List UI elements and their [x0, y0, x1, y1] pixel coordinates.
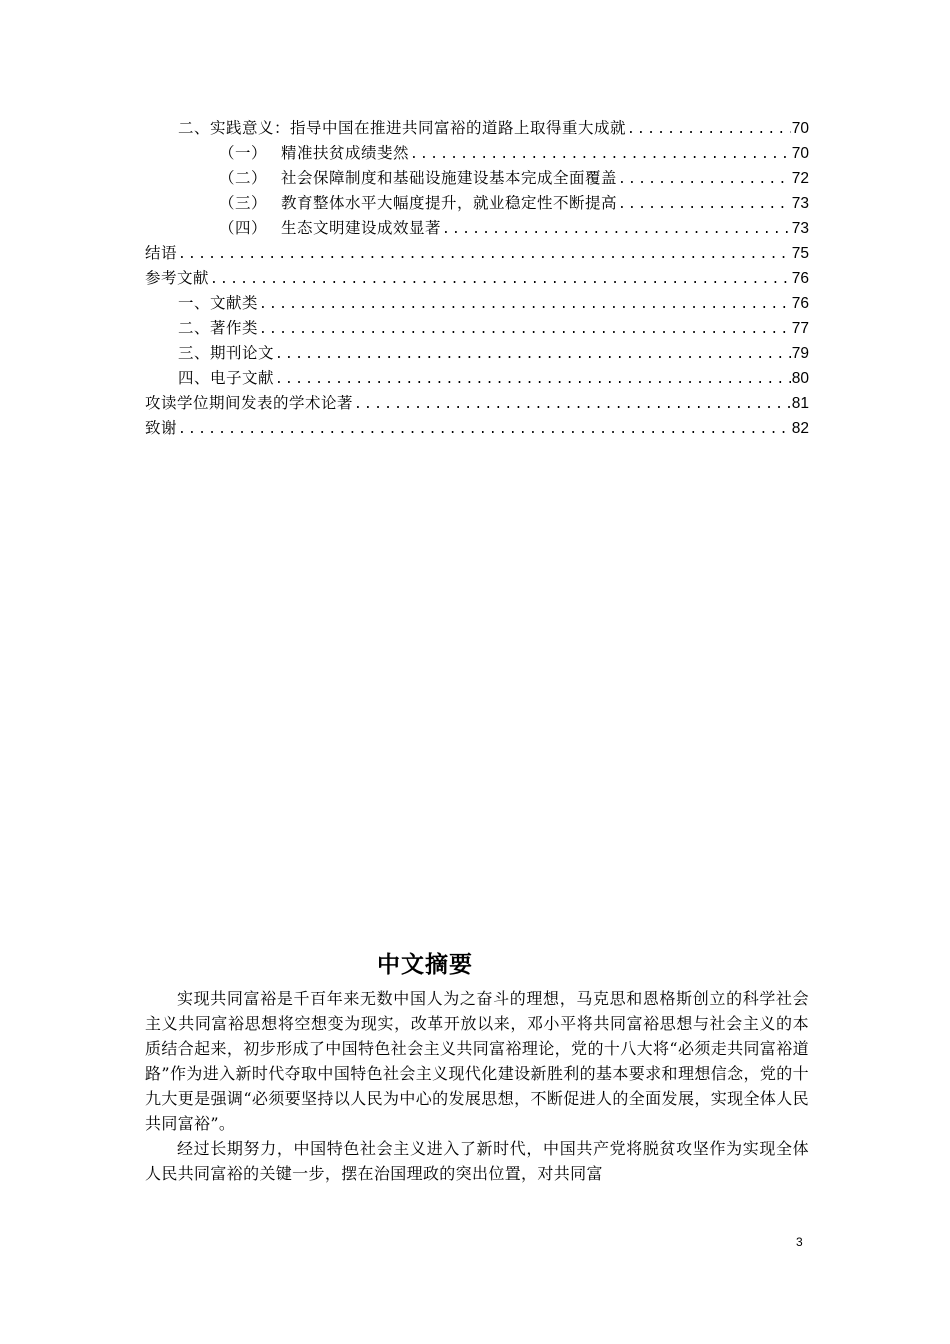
toc-leader-dots	[354, 392, 791, 417]
toc-entry-number: （二）	[219, 169, 268, 187]
toc-entry-title: 精准扶贫成绩斐然	[281, 144, 410, 162]
toc-entry-title: 社会保障制度和基础设施建设基本完成全面覆盖	[281, 169, 618, 187]
toc-entry-page: 76	[791, 270, 809, 287]
toc-entry-title: 二、著作类	[178, 319, 259, 337]
toc-entry[interactable]	[145, 266, 809, 291]
toc-leader-dots	[275, 367, 791, 392]
toc-entry-title: 致谢	[145, 419, 178, 437]
toc-leader-dots	[442, 217, 791, 242]
abstract-paragraph: 经过长期努力，中国特色社会主义进入了新时代，中国共产党将脱贫攻坚作为实现全体人民共同富裕的关键一步，摆在治国理政的突出位置，对共同富	[145, 1139, 809, 1183]
toc-entry[interactable]	[145, 291, 809, 316]
toc-entry[interactable]	[145, 341, 809, 366]
toc-entry[interactable]	[145, 241, 809, 266]
toc-entry-title: 参考文献	[145, 269, 210, 287]
toc-entry-title: 四、电子文献	[178, 369, 275, 387]
toc-entry-title: 二、实践意义：指导中国在推进共同富裕的道路上取得重大成就	[178, 119, 627, 137]
toc-entry-label	[219, 216, 441, 241]
toc-entry[interactable]	[145, 416, 809, 441]
toc-leader-dots	[210, 267, 791, 292]
toc-entry-page: 70	[791, 145, 809, 162]
toc-leader-dots	[259, 317, 791, 342]
toc-entry-page: 82	[791, 420, 809, 437]
toc-leader-dots	[410, 142, 791, 167]
toc-entry-page: 79	[791, 345, 809, 362]
toc-entry-title: 一、文献类	[178, 294, 259, 312]
toc-entry-page: 76	[791, 295, 809, 312]
toc-entry-label	[219, 141, 409, 166]
toc-entry-page: 73	[791, 220, 809, 237]
toc-leader-dots	[275, 342, 791, 367]
toc-entry-page: 75	[791, 245, 809, 262]
toc-entry-page: 72	[791, 170, 809, 187]
toc-entry[interactable]	[145, 391, 809, 416]
abstract-paragraph: 实现共同富裕是千百年来无数中国人为之奋斗的理想，马克思和恩格斯创立的科学社会主义共同富裕思想将空想变为现实，改革开放以来，邓小平将共同富裕思想与社会主义的本质结合起来，初步形成了中国特色社会主义共同富裕理论，党的十八大将“必须走共同富裕道路”作为进入新时代夺取中国特色社会主义现代化建设新胜利的基本要求和理想信念，党的十九大更是强调“必须要坚持以人民为中心的发展思想，不断促进人的全面发展，实现全体人民共同富裕”。	[145, 989, 809, 1133]
abstract-heading: 中文摘要	[377, 952, 473, 978]
toc-entry-title: 生态文明建设成效显著	[281, 219, 442, 237]
toc-entry-number: （四）	[219, 219, 268, 237]
toc-leader-dots	[618, 192, 791, 217]
toc-entry[interactable]	[145, 116, 809, 141]
toc-leader-dots	[259, 292, 791, 317]
toc-entry[interactable]	[145, 166, 809, 191]
abstract-body	[145, 986, 809, 1186]
page-number: 3	[796, 1235, 803, 1249]
toc-entry[interactable]	[145, 366, 809, 391]
toc-entry[interactable]	[145, 141, 809, 166]
toc-entry-title: 教育整体水平大幅度提升，就业稳定性不断提高	[281, 194, 618, 212]
toc-entry-page: 81	[791, 395, 809, 412]
table-of-contents	[145, 116, 809, 441]
toc-entry-title: 攻读学位期间发表的学术论著	[145, 394, 354, 412]
toc-leader-dots	[178, 242, 791, 267]
toc-entry-label	[219, 191, 617, 216]
toc-entry-title: 结语	[145, 244, 178, 262]
toc-entry-page: 77	[791, 320, 809, 337]
toc-entry[interactable]	[145, 316, 809, 341]
toc-entry-label	[219, 166, 617, 191]
toc-leader-dots	[627, 117, 791, 142]
toc-entry-title: 三、期刊论文	[178, 344, 275, 362]
toc-entry-page: 80	[791, 370, 809, 387]
toc-entry-number: （一）	[219, 144, 268, 162]
toc-entry-page: 70	[791, 120, 809, 137]
toc-entry[interactable]	[145, 191, 809, 216]
toc-entry[interactable]	[145, 216, 809, 241]
toc-entry-number: （三）	[219, 194, 268, 212]
toc-entry-page: 73	[791, 195, 809, 212]
toc-leader-dots	[178, 417, 791, 442]
toc-leader-dots	[618, 167, 791, 192]
